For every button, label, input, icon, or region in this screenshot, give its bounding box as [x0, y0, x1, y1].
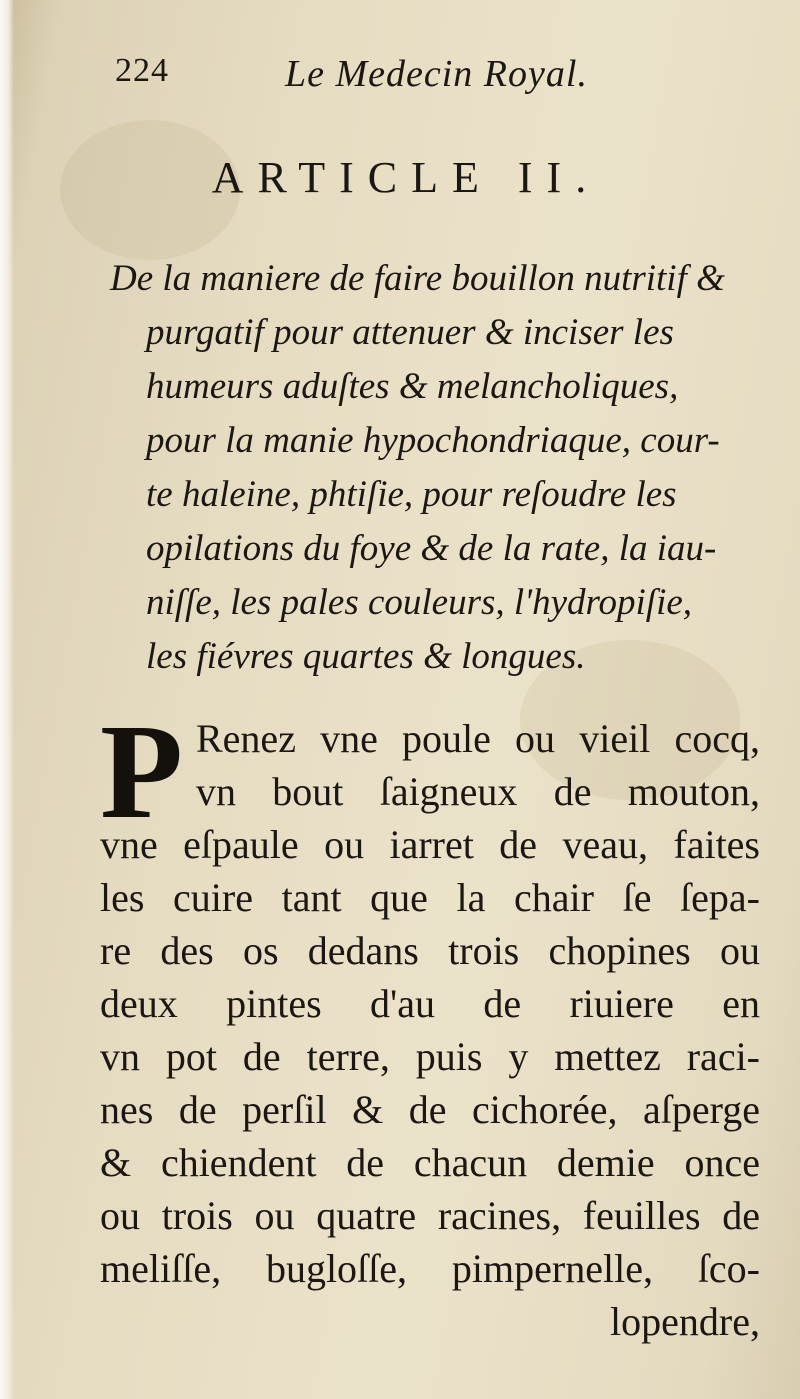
- running-title: Le Medecin Royal.: [285, 53, 588, 95]
- body-line: deux pintes d'au de riuiere en: [100, 981, 760, 1026]
- subtitle-line: humeurs aduſtes & melancholiques,: [146, 366, 679, 407]
- body-line: vn bout ſaigneux de mouton,: [196, 769, 760, 814]
- article-subtitle: [110, 252, 770, 684]
- body-line: vne eſpaule ou iarret de veau, faites: [100, 822, 760, 867]
- subtitle-line: pour la manie hypochondriaque, cour-: [146, 420, 720, 461]
- body-line: nes de perſil & de cichorée, aſperge: [100, 1087, 760, 1132]
- body-text: [100, 697, 760, 1348]
- subtitle-line: les fiévres quartes & longues.: [146, 636, 586, 677]
- catchword: lopendre,: [610, 1299, 760, 1344]
- body-line: les cuire tant que la chair ſe ſepa-: [100, 875, 760, 920]
- subtitle-line: De la maniere de faire bouillon nutritif &: [110, 258, 725, 299]
- drop-cap-initial: P: [100, 697, 184, 847]
- body-line: re des os dedans trois chopines ou: [100, 928, 760, 973]
- article-heading: ARTICLE II.: [211, 153, 601, 202]
- subtitle-line: niſſe, les pales couleurs, l'hydropiſie,: [146, 582, 693, 623]
- body-line: & chiendent de chacun demie once: [100, 1140, 760, 1185]
- body-line: meliſſe, bugloſſe, pimpernelle, ſco-: [100, 1246, 760, 1291]
- page-header: [115, 52, 675, 102]
- subtitle-line: opilations du foye & de la rate, la iau-: [146, 528, 717, 569]
- page-gutter: [0, 0, 14, 1399]
- page-number: 224: [115, 52, 169, 89]
- body-line: Renez vne poule ou vieil cocq,: [196, 716, 760, 761]
- subtitle-line: purgatif pour attenuer & inciser les: [146, 312, 674, 353]
- subtitle-line: te haleine, phtiſie, pour reſoudre les: [146, 474, 677, 515]
- body-line: ou trois ou quatre racines, feuilles de: [100, 1193, 760, 1238]
- body-line: vn pot de terre, puis y mettez raci-: [100, 1034, 760, 1079]
